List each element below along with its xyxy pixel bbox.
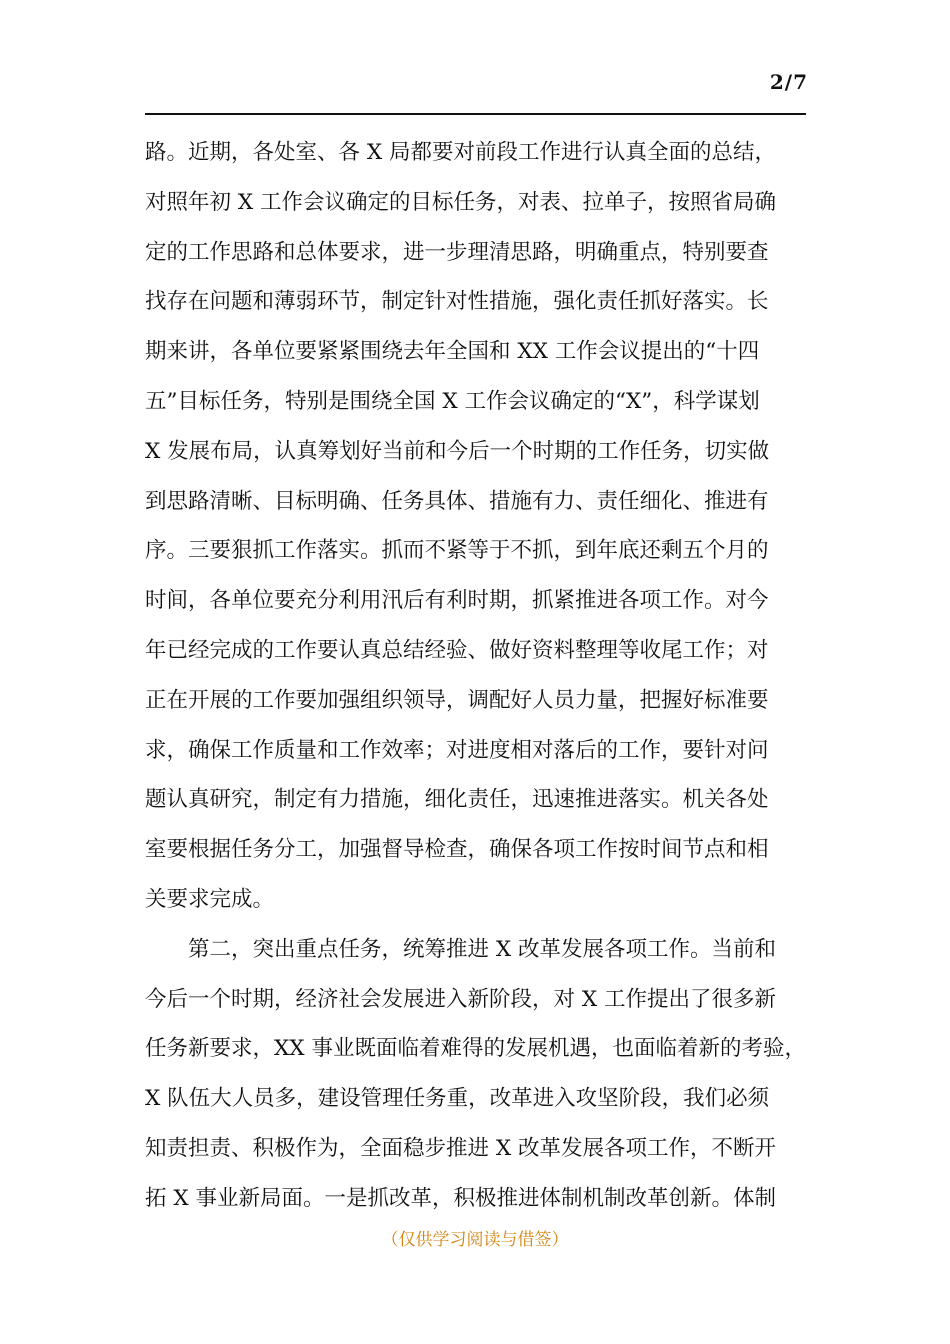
- text-line: X 发展布局，认真筹划好当前和今后一个时期的工作任务，切实做: [145, 438, 770, 464]
- text-line: 室要根据任务分工，加强督导检查，确保各项工作按时间节点和相: [145, 837, 769, 863]
- text-line: 期来讲，各单位要紧紧围绕去年全国和 XX 工作会议提出的“十四: [145, 339, 760, 365]
- header-rule: [145, 113, 806, 115]
- paragraph-1: [145, 128, 810, 925]
- page-number: 2/7: [769, 70, 808, 94]
- text-line: 对照年初 X 工作会议确定的目标任务，对表、拉单子，按照省局确: [145, 189, 776, 215]
- text-line: 题认真研究，制定有力措施，细化责任，迅速推进落实。机关各处: [145, 787, 769, 813]
- text-line: 找存在问题和薄弱环节，制定针对性措施，强化责任抓好落实。长: [145, 289, 769, 315]
- text-line: 序。三要狠抓工作落实。抓而不紧等于不抓，到年底还剩五个月的: [145, 538, 769, 564]
- text-line: 求，确保工作质量和工作效率；对进度相对落后的工作，要针对问: [145, 737, 769, 763]
- text-line: 知责担责、积极作为，全面稳步推进 X 改革发展各项工作，不断开: [145, 1135, 776, 1161]
- footer-note: （仅供学习阅读与借签）: [381, 1230, 569, 1250]
- text-line: 拓 X 事业新局面。一是抓改革，积极推进体制机制改革创新。体制: [145, 1185, 776, 1211]
- text-line: 正在开展的工作要加强组织领导，调配好人员力量，把握好标准要: [145, 687, 769, 713]
- text-line: 路。近期，各处室、各 X 局都要对前段工作进行认真全面的总结，: [145, 140, 776, 165]
- paragraph-2: [145, 925, 810, 1224]
- text-line: 到思路清晰、目标明确、任务具体、措施有力、责任细化、推进有: [145, 488, 769, 514]
- document-body: [145, 128, 810, 1224]
- text-line: 今后一个时期，经济社会发展进入新阶段，对 X 工作提出了很多新: [145, 986, 776, 1012]
- text-line: 任务新要求，XX 事业既面临着难得的发展机遇，也面临着新的考验，: [145, 1036, 806, 1062]
- text-line: 年已经完成的工作要认真总结经验、做好资料整理等收尾工作；对: [145, 637, 769, 663]
- text-line: 关要求完成。: [145, 886, 275, 912]
- text-line: 时间，各单位要充分利用汛后有利时期，抓紧推进各项工作。对今: [145, 588, 769, 614]
- text-line: X 队伍大人员多，建设管理任务重，改革进入攻坚阶段，我们必须: [145, 1086, 770, 1112]
- text-line: 第二，突出重点任务，统筹推进 X 改革发展各项工作。当前和: [188, 936, 776, 962]
- text-line: 五”目标任务，特别是围绕全国 X 工作会议确定的“X”，科学谋划: [145, 388, 760, 414]
- text-line: 定的工作思路和总体要求，进一步理清思路，明确重点，特别要查: [145, 239, 769, 265]
